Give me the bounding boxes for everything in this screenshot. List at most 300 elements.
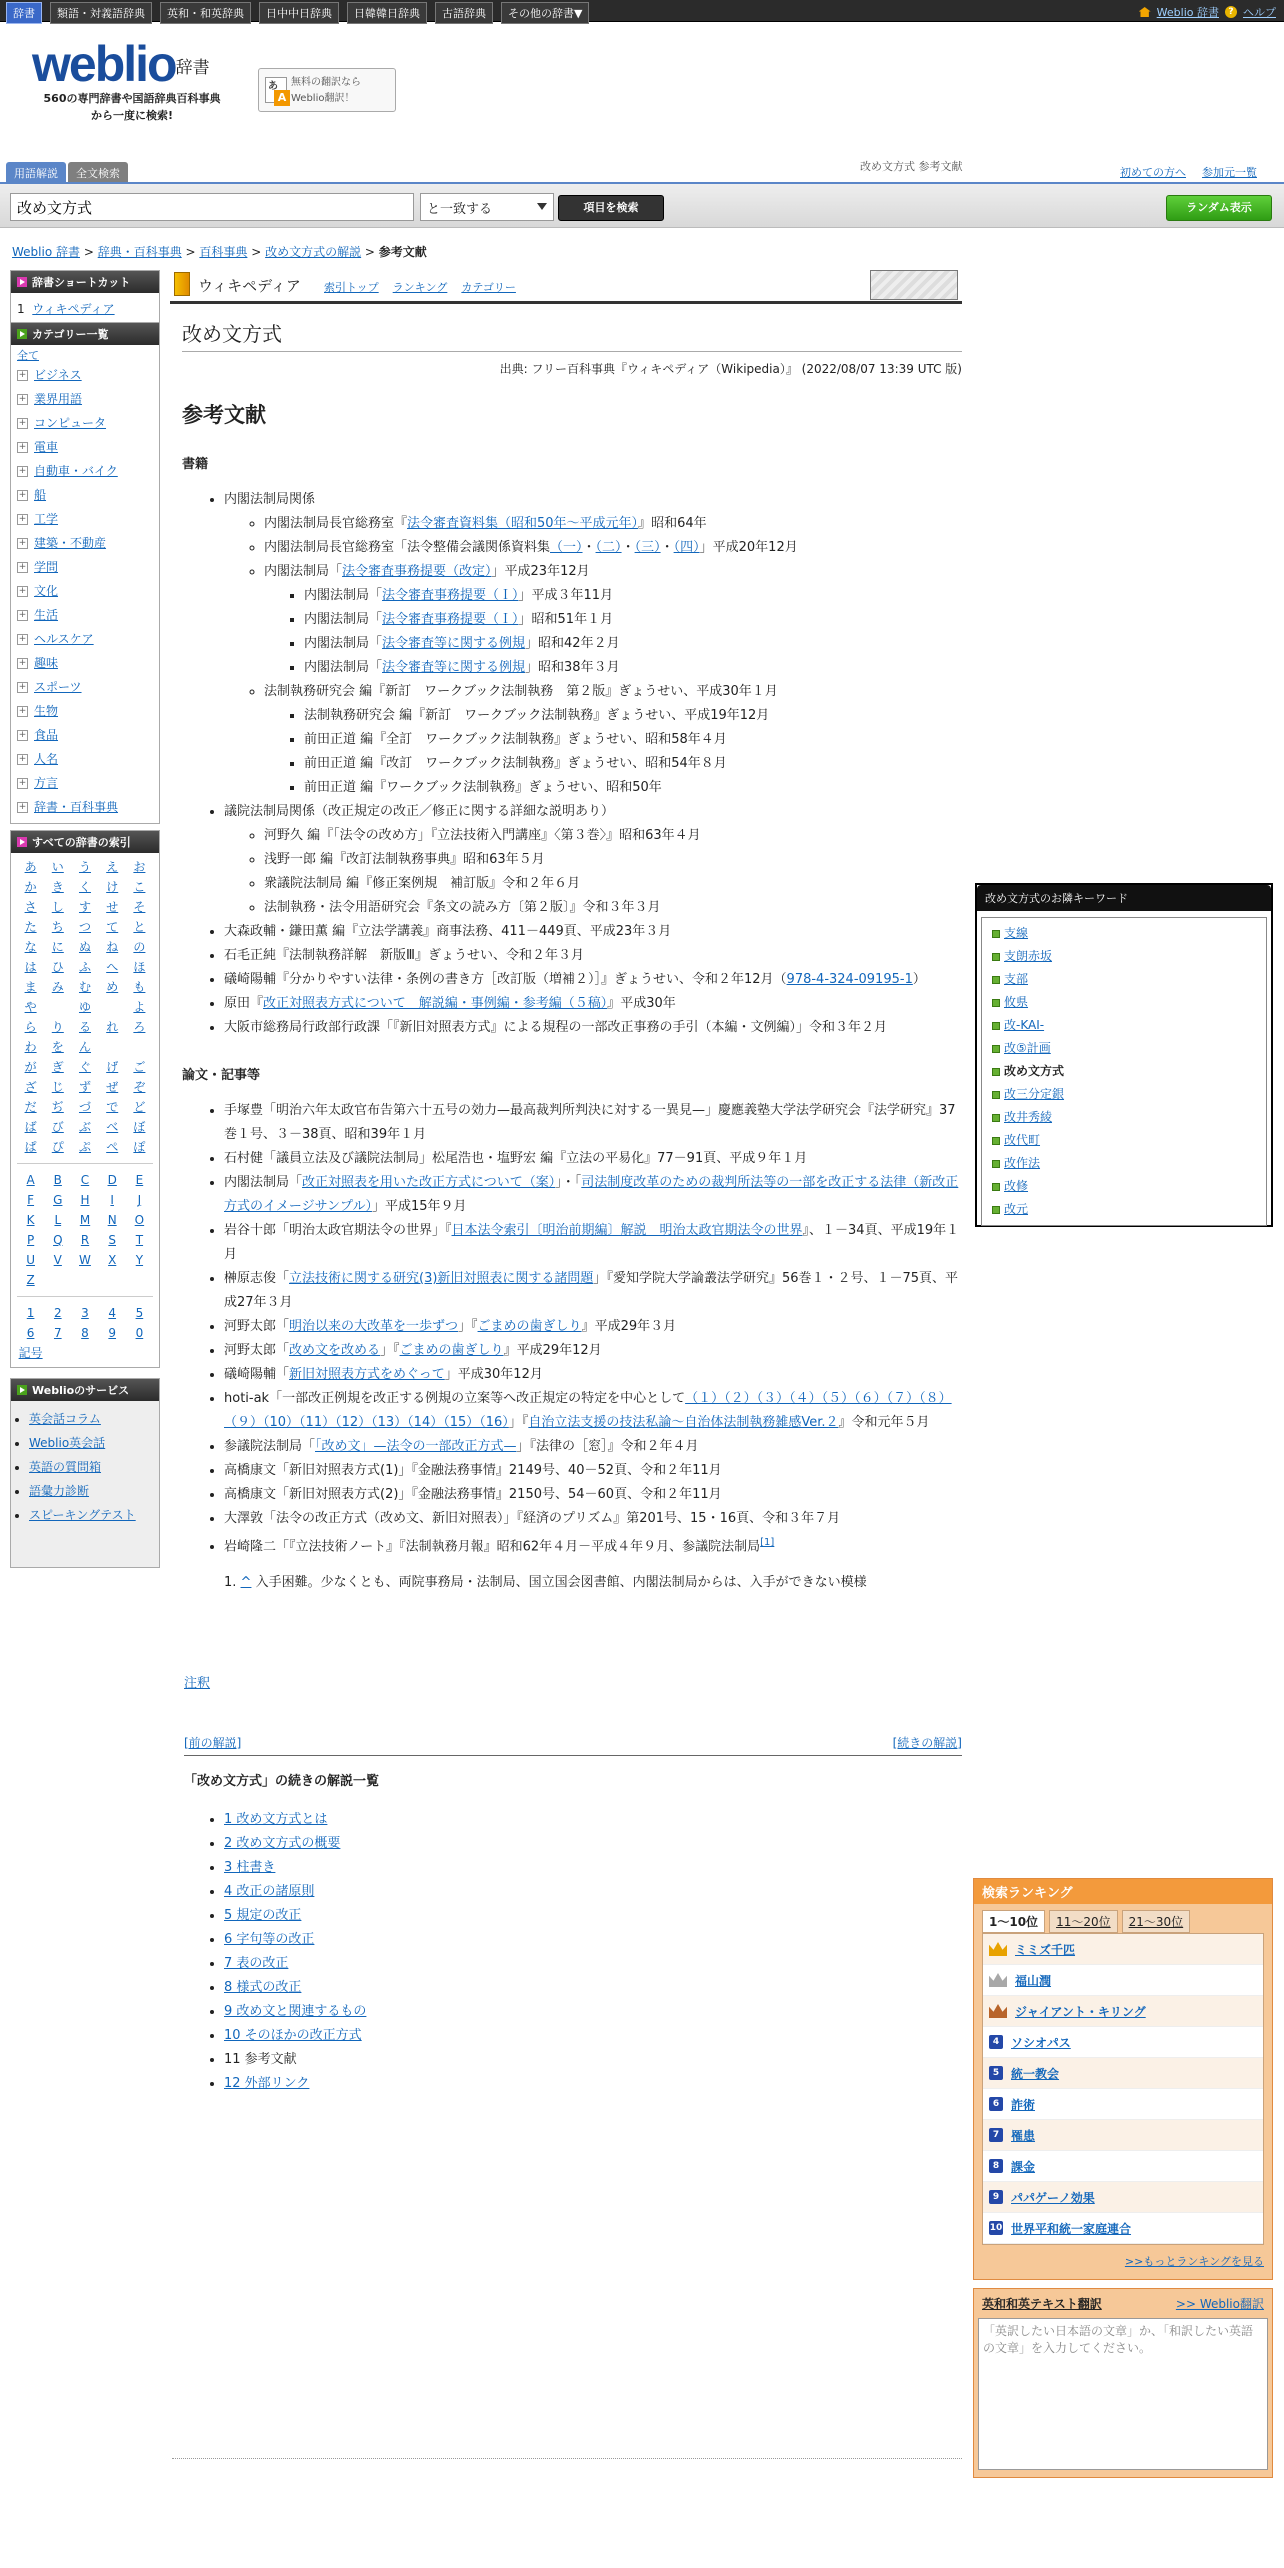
category-item: [17, 747, 153, 771]
index-letter[interactable]: し: [51, 900, 64, 914]
logo-tagline: 560の専門辞書や国語辞典百科事典: [43, 92, 221, 105]
alpha-index: [17, 1163, 153, 1290]
index-letter[interactable]: ふ: [78, 960, 91, 974]
index-letter[interactable]: つ: [78, 920, 91, 934]
category-link[interactable]: 方言: [34, 776, 59, 790]
index-letter[interactable]: べ: [106, 1120, 119, 1134]
service-link[interactable]: スピーキングテスト: [29, 1508, 136, 1522]
category-item: [17, 627, 153, 651]
index-letter[interactable]: く: [78, 880, 91, 894]
index-letter[interactable]: ぶ: [78, 1120, 91, 1134]
ranking-item: [983, 1965, 1263, 1996]
sequel-link[interactable]: 2 改め文方式の概要: [224, 1836, 341, 1851]
weblio-translate-link[interactable]: >> Weblio翻訳: [1175, 2297, 1264, 2311]
reference-link[interactable]: 「改め文」—法令の一部改正方式—: [315, 1439, 517, 1454]
keyword-link[interactable]: 攸県: [1004, 995, 1029, 1009]
bullet-icon: [992, 1160, 1000, 1168]
index-letter[interactable]: び: [51, 1120, 64, 1134]
breadcrumb: Weblio 辞書 > 辞典・百科事典 > 百科事典 > 改め文方式の解説 > 参考文献: [12, 245, 427, 259]
help-link[interactable]: ヘルプ: [1243, 6, 1276, 19]
list-item: [29, 1455, 159, 1479]
index-letter[interactable]: L: [54, 1213, 62, 1227]
service-link[interactable]: Weblio英会話: [29, 1436, 106, 1450]
index-letter[interactable]: Z: [26, 1273, 35, 1287]
reference-link[interactable]: ごまめの歯ぎしり: [399, 1343, 504, 1358]
list-item: • 河野太郎「明治以来の大改革を一歩ずつ」『ごまめの歯ぎしり』平成29年３月: [224, 1315, 962, 1339]
prev-next-nav: [184, 1734, 962, 1756]
ranking-link[interactable]: 課金: [1011, 2159, 1036, 2174]
index-letter[interactable]: か: [24, 880, 37, 894]
ranking-link[interactable]: 詐術: [1011, 2097, 1036, 2112]
keyword-item: [992, 922, 1256, 945]
index-letter[interactable]: 6: [26, 1326, 35, 1340]
expand-icon[interactable]: +: [18, 417, 27, 428]
tab-english[interactable]: 英和・和英辞典: [160, 2, 251, 24]
article-source: 出典: フリー百科事典『ウィキペディア（Wikipedia）』 (2022/08/07 13:39 UTC 版): [499, 362, 962, 376]
index-letter[interactable]: む: [78, 980, 91, 994]
reference-link[interactable]: 自治立法支援の技法私論～自治体法制執務雑感Ver.２: [528, 1415, 839, 1430]
sequel-link[interactable]: 7 表の改正: [224, 1956, 289, 1971]
index-letter[interactable]: ざ: [24, 1080, 37, 1094]
category-item: [17, 771, 153, 795]
sequel-link[interactable]: 12 外部リンク: [224, 2076, 310, 2091]
index-letter[interactable]: V: [53, 1253, 62, 1267]
list-item: [224, 2000, 366, 2024]
list-item: • 原田『改正対照表方式について 解説編・事例編・参考編（５稿）』平成30年: [224, 992, 962, 1016]
index-blank: [126, 1037, 153, 1057]
ranking-tab-11-20[interactable]: 11～20位: [1049, 1910, 1118, 1933]
breadcrumb-hyakka[interactable]: 百科事典: [199, 245, 248, 259]
index-letter[interactable]: ゆ: [78, 1000, 91, 1014]
tab-term-explanation[interactable]: 用語解説: [6, 162, 66, 184]
shortcut-num: 1: [17, 302, 25, 316]
expand-icon[interactable]: +: [18, 705, 27, 716]
reference-link[interactable]: 法令審査等に関する例規: [382, 660, 526, 675]
index-letter[interactable]: ぴ: [51, 1140, 64, 1154]
index-letter[interactable]: 9: [108, 1326, 117, 1340]
search-button[interactable]: 項目を検索: [558, 195, 664, 221]
index-letter[interactable]: ら: [24, 1020, 37, 1034]
index-letter[interactable]: わ: [24, 1040, 37, 1054]
index-letter[interactable]: W: [79, 1253, 91, 1267]
category-item: [17, 603, 153, 627]
expand-icon[interactable]: +: [18, 753, 27, 764]
keyword-link[interactable]: 改元: [1004, 1202, 1029, 1216]
index-letter[interactable]: え: [106, 860, 119, 874]
index-letter[interactable]: P: [26, 1233, 35, 1247]
shortcut-wikipedia[interactable]: ウィキペディア: [32, 302, 115, 316]
keyword-link[interactable]: 改井秀綾: [1004, 1110, 1053, 1124]
index-letter[interactable]: 記号: [18, 1346, 43, 1360]
reference-link[interactable]: 法令審査事務提要（改定）: [342, 564, 492, 579]
translation-title[interactable]: 英和和英テキスト翻訳: [982, 2297, 1102, 2311]
sequel-link[interactable]: 5 規定の改正: [224, 1908, 302, 1923]
tab-dictionary[interactable]: 辞書: [6, 2, 42, 24]
index-letter[interactable]: ん: [78, 1040, 91, 1054]
index-letter[interactable]: け: [106, 880, 119, 894]
index-letter[interactable]: E: [135, 1173, 144, 1187]
reference-link[interactable]: 司法制度改革のための裁判所法等の一部を改正する法律（新改正方式のイメージサンプル）: [224, 1175, 959, 1214]
keyword-link[interactable]: 支朗赤坂: [1004, 949, 1053, 963]
list-item: [224, 1928, 366, 1952]
article-title: 改め文方式: [182, 318, 962, 352]
index-letter[interactable]: I: [110, 1193, 114, 1207]
index-letter[interactable]: て: [106, 920, 119, 934]
index-letter[interactable]: 7: [53, 1326, 62, 1340]
index-letter[interactable]: ぞ: [133, 1080, 146, 1094]
index-letter[interactable]: ぽ: [133, 1140, 146, 1154]
tab-classical[interactable]: 古語辞典: [435, 2, 493, 24]
tab-korean[interactable]: 日韓韓日辞典: [347, 2, 427, 24]
reference-link[interactable]: 法令審査資料集（昭和50年～平成元年）: [407, 516, 639, 531]
top-navigation-bar: [0, 0, 1284, 22]
index-letter[interactable]: じ: [51, 1080, 64, 1094]
expand-icon[interactable]: +: [18, 441, 27, 452]
category-link[interactable]: 工学: [34, 512, 59, 526]
reference-link[interactable]: 明治以来の大改革を一歩ずつ: [289, 1319, 459, 1334]
keyword-link[interactable]: 改修: [1004, 1179, 1029, 1193]
reference-link[interactable]: （１）（２）（３）（４）（５）（６）（７）（８）（９）（10）（11）（12）（13）（14）（15）（16）: [224, 1391, 952, 1430]
index-letter[interactable]: お: [133, 860, 146, 874]
more-ranking-link[interactable]: >>もっとランキングを見る: [1124, 2255, 1264, 2268]
sequel-link[interactable]: 10 そのほかの改正方式: [224, 2028, 362, 2043]
index-letter[interactable]: A: [26, 1173, 35, 1187]
reference-link[interactable]: 日本法令索引〔明治前期編〕解説 明治太政官期法令の世界: [451, 1223, 803, 1238]
index-letter[interactable]: す: [78, 900, 91, 914]
index-letter[interactable]: い: [51, 860, 64, 874]
list-item: ▪ 内閣法制局「法令審査等に関する例規」昭和42年２月: [304, 632, 962, 656]
index-letter[interactable]: せ: [106, 900, 119, 914]
search-input[interactable]: [10, 193, 414, 221]
wikipedia-logo[interactable]: [870, 270, 958, 300]
category-link[interactable]: 趣味: [34, 656, 59, 670]
tab-thesaurus[interactable]: 類語・対義語辞典: [50, 2, 152, 24]
ranking-link[interactable]: 福山潤: [1015, 1973, 1052, 1988]
index-letter[interactable]: き: [51, 880, 64, 894]
category-link[interactable]: 辞書・百科事典: [34, 800, 119, 814]
random-button[interactable]: ランダム表示: [1166, 195, 1272, 221]
reference-link[interactable]: 法令審査事務提要（Ｉ）: [382, 588, 519, 603]
expand-icon[interactable]: +: [18, 369, 27, 380]
index-letter[interactable]: C: [80, 1173, 90, 1187]
index-letter[interactable]: ど: [133, 1100, 146, 1114]
index-letter[interactable]: や: [24, 1000, 37, 1014]
keyword-link[interactable]: 改⑤計画: [1004, 1041, 1051, 1055]
breadcrumb-home[interactable]: Weblio 辞書: [12, 245, 80, 259]
index-top-link[interactable]: 索引トップ: [324, 281, 379, 294]
reference-link[interactable]: （一）: [550, 540, 583, 555]
reference-link[interactable]: 法令審査事務提要（Ｉ）: [382, 612, 519, 627]
list-item: [224, 2072, 366, 2096]
index-letter[interactable]: X: [108, 1253, 117, 1267]
category-link[interactable]: 電車: [34, 440, 59, 454]
list-item: • 11 参考文献: [224, 2048, 366, 2072]
sequel-link[interactable]: 4 改正の諸原則: [224, 1884, 315, 1899]
category-all[interactable]: 全て: [17, 349, 39, 362]
arrow-icon: [17, 277, 27, 287]
keyword-item: [992, 968, 1256, 991]
category-link[interactable]: 食品: [34, 728, 59, 742]
expand-icon[interactable]: +: [18, 633, 27, 644]
crown-icon: [989, 1973, 1007, 1987]
category-link[interactable]: コンピュータ: [34, 416, 107, 430]
index-letter[interactable]: B: [53, 1173, 62, 1187]
index-letter[interactable]: こ: [133, 880, 146, 894]
index-letter[interactable]: ぬ: [78, 940, 91, 954]
index-letter[interactable]: の: [133, 940, 146, 954]
reference-link[interactable]: （三）: [634, 540, 661, 555]
index-letter[interactable]: が: [24, 1060, 37, 1074]
index-letter[interactable]: る: [78, 1020, 91, 1034]
ranking-link[interactable]: パパゲーノ効果: [1011, 2190, 1095, 2205]
category-link[interactable]: 自動車・バイク: [34, 464, 118, 478]
sequel-link[interactable]: 8 様式の改正: [224, 1980, 302, 1995]
breadcrumb-encyclopedia[interactable]: 辞典・百科事典: [97, 245, 182, 259]
index-letter[interactable]: を: [51, 1040, 64, 1054]
expand-icon[interactable]: +: [18, 537, 27, 548]
site-logo[interactable]: [32, 36, 232, 124]
reference-link[interactable]: 法令審査等に関する例規: [382, 636, 526, 651]
category-item: [17, 675, 153, 699]
ranking-tab-1-10[interactable]: 1～10位: [982, 1910, 1045, 1933]
index-letter[interactable]: ち: [51, 920, 64, 934]
category-link[interactable]: 建築・不動産: [34, 536, 107, 550]
keyword-link[interactable]: 改作法: [1004, 1156, 1041, 1170]
index-letter[interactable]: ぼ: [133, 1120, 146, 1134]
category-link[interactable]: 生活: [34, 608, 59, 622]
keyword-link[interactable]: 改代町: [1004, 1133, 1041, 1147]
translation-input[interactable]: 「英訳したい日本語の文章」か、「和訳したい英語の文章」を入力してください。: [978, 2318, 1268, 2470]
notes-link[interactable]: 注釈: [184, 1676, 211, 1691]
category-link[interactable]: ヘルスケア: [34, 632, 94, 646]
list-item: ◦ 衆議院法制局 編『修正案例規 補訂版』令和２年６月: [264, 872, 962, 896]
service-link[interactable]: 英会話コラム: [29, 1412, 101, 1426]
category-link[interactable]: 生物: [34, 704, 59, 718]
list-item: • 大澤敦「法令の改正方式（改め文、新旧対照表）」『経済のプリズム』第201号、15・16頁、令和３年７月: [224, 1507, 962, 1531]
keyword-item: [992, 1106, 1256, 1129]
index-letter[interactable]: も: [133, 980, 146, 994]
category-link[interactable]: 文化: [34, 584, 59, 598]
expand-icon[interactable]: +: [18, 681, 27, 692]
category-link[interactable]: ビジネス: [34, 368, 82, 382]
category-link[interactable]: 人名: [34, 752, 59, 766]
ranking-link[interactable]: 罹患: [1011, 2128, 1036, 2143]
index-letter[interactable]: な: [24, 940, 37, 954]
index-letter[interactable]: ぎ: [51, 1060, 64, 1074]
index-letter[interactable]: F: [27, 1193, 35, 1207]
index-letter[interactable]: ろ: [133, 1020, 146, 1034]
expand-icon[interactable]: +: [18, 465, 27, 476]
books-heading: 書籍: [182, 457, 209, 472]
expand-icon[interactable]: +: [18, 393, 27, 404]
index-letter[interactable]: ぢ: [51, 1100, 64, 1114]
index-letter[interactable]: さ: [24, 900, 37, 914]
index-letter[interactable]: め: [106, 980, 119, 994]
footnote-backlink[interactable]: ^: [240, 1575, 252, 1591]
list-item: • 参議院法制局「「改め文」—法令の一部改正方式—」『法律の［窓］』令和２年４月: [224, 1435, 962, 1459]
tab-other-dictionaries[interactable]: その他の辞書▼: [501, 2, 589, 24]
ranking-link[interactable]: ランキング: [392, 281, 448, 294]
list-item: [29, 1431, 159, 1455]
keyword-link[interactable]: 支部: [1004, 972, 1029, 986]
index-letter[interactable]: 4: [108, 1306, 117, 1320]
list-item: ◦ 内閣法制局長官総務室「法令整備会議関係資料集（一）・（二）・（三）・（四）」平成20年12月: [264, 536, 962, 560]
index-letter[interactable]: ぺ: [106, 1140, 119, 1154]
digit-index: [17, 1296, 153, 1363]
tab-chinese[interactable]: 日中中日辞典: [259, 2, 339, 24]
isbn-link[interactable]: 978-4-324-09195-1: [786, 972, 913, 987]
index-letter[interactable]: M: [79, 1213, 91, 1227]
expand-icon[interactable]: +: [18, 777, 27, 788]
reference-link[interactable]: 改め文を改める: [289, 1343, 381, 1358]
index-letter[interactable]: 2: [53, 1306, 62, 1320]
index-letter[interactable]: T: [135, 1233, 144, 1247]
index-box: [10, 830, 160, 1368]
expand-icon[interactable]: +: [18, 561, 27, 572]
reference-link[interactable]: （二）: [595, 540, 622, 555]
index-letter[interactable]: み: [51, 980, 64, 994]
keyword-link[interactable]: 支線: [1004, 926, 1029, 940]
ranking-link[interactable]: 統一教会: [1011, 2066, 1060, 2081]
index-letter[interactable]: Q: [53, 1233, 63, 1247]
expand-icon[interactable]: +: [18, 657, 27, 668]
reference-link[interactable]: 新旧対照表方式をめぐって: [289, 1367, 445, 1382]
category-link[interactable]: スポーツ: [34, 680, 82, 694]
index-letter[interactable]: N: [107, 1213, 117, 1227]
index-letter[interactable]: H: [80, 1193, 90, 1207]
expand-icon[interactable]: +: [18, 729, 27, 740]
expand-icon[interactable]: +: [18, 609, 27, 620]
index-letter[interactable]: ね: [106, 940, 119, 954]
index-letter[interactable]: あ: [24, 860, 37, 874]
category-link[interactable]: 学問: [34, 560, 59, 574]
index-letter[interactable]: で: [106, 1100, 119, 1114]
index-letter[interactable]: へ: [106, 960, 119, 974]
index-letter[interactable]: ぐ: [78, 1060, 91, 1074]
index-letter[interactable]: ぜ: [106, 1080, 119, 1094]
index-letter[interactable]: J: [137, 1193, 142, 1207]
prev-article-link[interactable]: [前の解説]: [184, 1736, 242, 1750]
index-letter[interactable]: づ: [78, 1100, 91, 1114]
reference-link[interactable]: 立法技術に関する研究(3)新旧対照表に関する諸問題: [289, 1271, 594, 1286]
logo-jisho: 辞書: [175, 58, 210, 78]
sequel-link[interactable]: 9 改め文と関連するもの: [224, 2004, 367, 2019]
ranking-link[interactable]: ソシオパス: [1011, 2035, 1071, 2050]
index-letter[interactable]: は: [24, 960, 37, 974]
next-article-link[interactable]: [続きの解説]: [892, 1736, 962, 1750]
category-link[interactable]: カテゴリー: [461, 281, 516, 294]
index-letter[interactable]: S: [108, 1233, 116, 1247]
sources-link[interactable]: 参加元一覧: [1202, 166, 1257, 179]
reference-link[interactable]: （四）: [673, 540, 700, 555]
index-blank: [99, 1343, 126, 1363]
index-letter[interactable]: O: [134, 1213, 145, 1227]
tab-fulltext[interactable]: 全文検索: [68, 162, 128, 184]
ranking-item: [983, 2089, 1263, 2120]
match-type-select[interactable]: [420, 193, 554, 221]
index-letter[interactable]: だ: [24, 1100, 37, 1114]
index-letter[interactable]: そ: [133, 900, 146, 914]
sequel-link[interactable]: 6 字句等の改正: [224, 1932, 315, 1947]
ranking-tab-21-30[interactable]: 21～30位: [1122, 1910, 1191, 1933]
index-letter[interactable]: ひ: [51, 960, 64, 974]
index-letter[interactable]: り: [51, 1020, 64, 1034]
ranking-link[interactable]: ミミズ千匹: [1015, 1942, 1076, 1957]
beginners-link[interactable]: 初めての方へ: [1120, 166, 1186, 179]
category-item: [17, 483, 153, 507]
index-letter[interactable]: U: [26, 1253, 35, 1267]
index-letter[interactable]: ぱ: [24, 1140, 37, 1154]
index-letter[interactable]: と: [133, 920, 146, 934]
index-letter[interactable]: 8: [81, 1326, 89, 1340]
index-letter[interactable]: G: [53, 1193, 63, 1207]
index-letter[interactable]: た: [24, 920, 37, 934]
ranking-link[interactable]: 世界平和統一家庭連合: [1011, 2221, 1132, 2236]
index-letter[interactable]: ご: [133, 1060, 146, 1074]
search-bar: [0, 182, 1284, 228]
index-letter[interactable]: ず: [78, 1080, 91, 1094]
divider: [172, 2458, 962, 2459]
index-letter[interactable]: 0: [135, 1326, 144, 1340]
crown-icon: [989, 1942, 1007, 1956]
category-title: カテゴリー一覧: [32, 328, 109, 341]
footnote-ref[interactable]: [1]: [760, 1537, 775, 1548]
bullet-icon: [992, 953, 1000, 961]
index-letter[interactable]: よ: [133, 1000, 146, 1014]
index-letter[interactable]: れ: [106, 1020, 119, 1034]
service-link[interactable]: 英語の質問箱: [29, 1460, 102, 1474]
expand-icon[interactable]: +: [18, 801, 27, 812]
sequel-link[interactable]: 3 柱書き: [224, 1860, 276, 1875]
index-letter[interactable]: ば: [24, 1120, 37, 1134]
list-item: • 高橋康文「新旧対照表方式(1)」『金融法務事情』2149号、40－52頁、令和２年11月: [224, 1459, 962, 1483]
reference-link[interactable]: 改正対照表方式について 解説編・事例編・参考編（５稿）: [263, 996, 608, 1011]
category-link[interactable]: 業界用語: [34, 392, 83, 406]
index-letter[interactable]: 1: [26, 1306, 35, 1320]
index-letter[interactable]: R: [80, 1233, 90, 1247]
bullet-icon: [992, 1091, 1000, 1099]
index-letter[interactable]: Y: [135, 1253, 144, 1267]
service-link[interactable]: 語彙力診断: [29, 1484, 90, 1498]
index-letter[interactable]: ぷ: [78, 1140, 91, 1154]
list-item: [29, 1479, 159, 1503]
keyword-link[interactable]: 改-KAI-: [1004, 1018, 1045, 1032]
index-letter[interactable]: に: [51, 940, 64, 954]
sequel-link[interactable]: 1 改め文方式とは: [224, 1812, 328, 1827]
index-letter[interactable]: K: [26, 1213, 35, 1227]
keyword-link[interactable]: 改三分定銀: [1004, 1087, 1065, 1101]
list-item: • hoti-ak「一部改正例規を改正する例規の立案等へ改正規定の特定を中心として（１）（２）（３）（４）（５）（６）（７）（８）（９）（10）（11）（12）（13）（14）（15）（16）」『自治立法支援の技法私論～自治体法制執務雑感Ver.２』令和元年５月: [224, 1387, 962, 1435]
translation-promo[interactable]: [258, 68, 396, 112]
expand-icon[interactable]: +: [18, 585, 27, 596]
index-letter[interactable]: 5: [135, 1306, 144, 1320]
expand-icon[interactable]: +: [18, 489, 27, 500]
index-letter[interactable]: ま: [24, 980, 37, 994]
index-letter[interactable]: 3: [81, 1306, 89, 1320]
weblio-home-link[interactable]: Weblio 辞書: [1156, 6, 1219, 19]
index-letter[interactable]: ほ: [133, 960, 146, 974]
index-letter[interactable]: げ: [106, 1060, 119, 1074]
reference-link[interactable]: ごまめの歯ぎしり: [477, 1319, 582, 1334]
breadcrumb-article[interactable]: 改め文方式の解説: [265, 245, 362, 259]
reference-link[interactable]: 改正対照表を用いた改正方式について（案）: [302, 1175, 556, 1190]
index-letter[interactable]: う: [78, 860, 91, 874]
list-item: • 河野太郎「改め文を改める」『ごまめの歯ぎしり』平成29年12月: [224, 1339, 962, 1363]
expand-icon[interactable]: +: [18, 513, 27, 524]
index-letter[interactable]: D: [107, 1173, 117, 1187]
ranking-link[interactable]: ジャイアント・キリング: [1015, 2004, 1146, 2019]
category-link[interactable]: 船: [34, 488, 47, 502]
